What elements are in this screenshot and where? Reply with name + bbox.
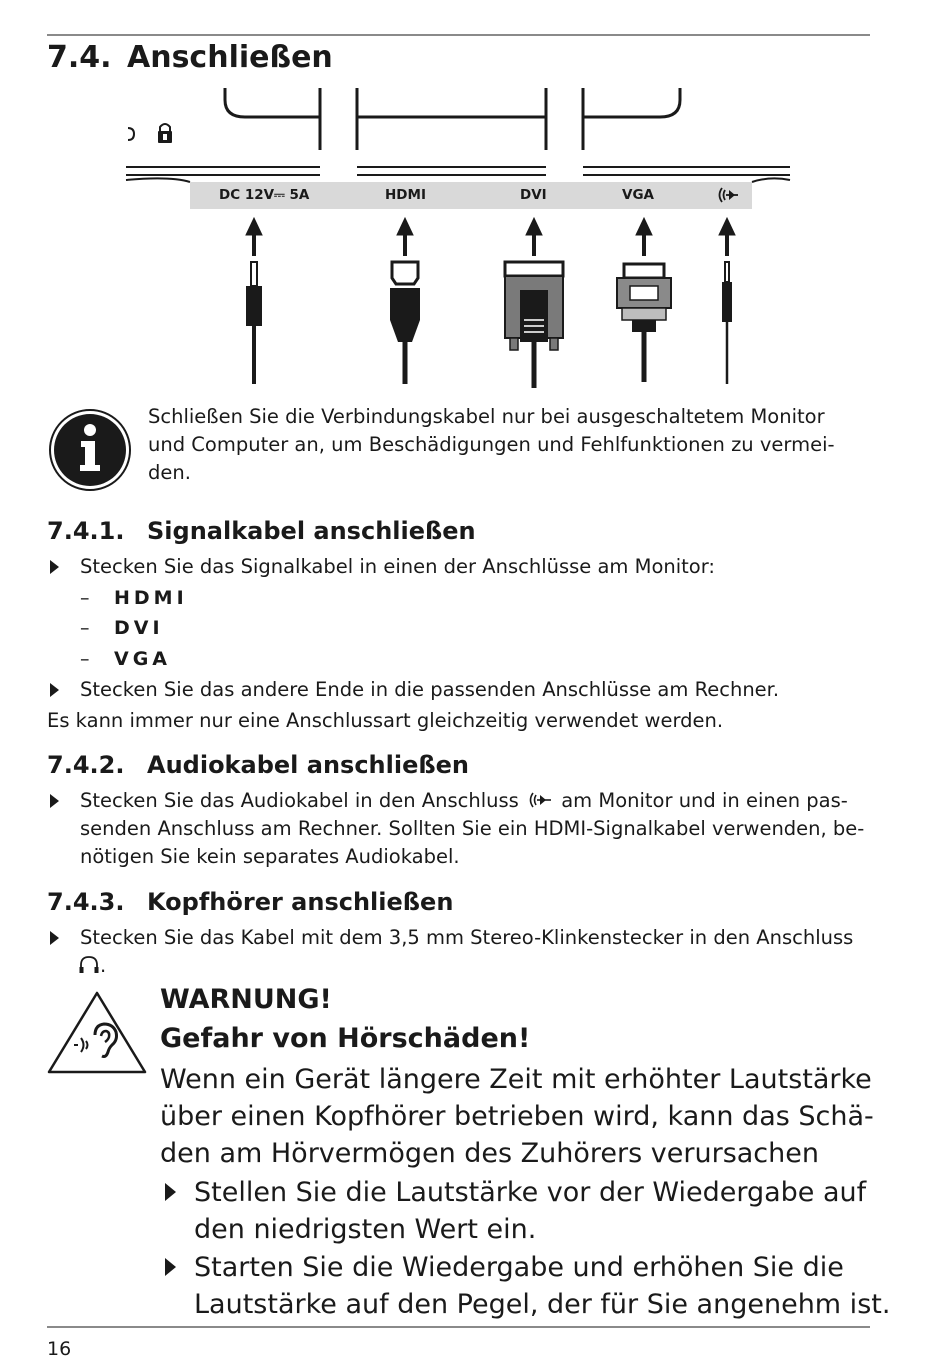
bottom-rule — [47, 1326, 870, 1328]
port-label-hdmi: HDMI — [385, 187, 426, 203]
warning-text-line: über einen Kopfhörer betrieben wird, kann das Schä- — [160, 1101, 874, 1132]
arrow-hdmi — [397, 218, 413, 256]
arrow-dvi — [526, 218, 542, 256]
info-line-1: Schließen Sie die Verbindungskabel nur bei ausgeschaltetem Monitor — [148, 405, 825, 428]
dvi-plug-icon — [505, 262, 563, 388]
subsection-number: 7.4.3. — [47, 888, 125, 916]
headphone-icon — [78, 955, 100, 975]
port-label-vga: VGA — [622, 187, 654, 203]
power-plug-icon — [246, 262, 262, 384]
subsection-title: Kopfhörer anschließen — [147, 888, 454, 916]
bullet-text: Stecken Sie das Kabel mit dem 3,5 mm Stereo-Klinkenstecker in den Anschluss — [80, 926, 854, 949]
bullet-text: Stecken Sie das Signalkabel in einen der Anschlüsse am Monitor: — [80, 555, 715, 578]
subsection-heading-741 — [47, 517, 476, 545]
arrows — [246, 218, 735, 256]
subsection-heading-743 — [47, 888, 453, 916]
monitor-outline — [126, 88, 790, 182]
vga-plug-icon — [617, 264, 671, 382]
bullet-arrow-icon — [50, 794, 59, 808]
bullet-text-part: Stecken Sie das Audiokabel in den Anschluss — [80, 789, 519, 812]
bullet-text: Stecken Sie das andere Ende in die passenden Anschlüsse am Rechner. — [80, 678, 780, 701]
bullet-arrow-icon — [50, 931, 59, 945]
audio-jack-icon — [722, 262, 732, 384]
list-item-label: VGA — [114, 648, 172, 670]
port-label-dvi: DVI — [520, 187, 547, 203]
section-number: 7.4. — [47, 40, 112, 75]
subsection-title: Audiokabel anschließen — [147, 751, 469, 779]
warning-bullet-line: Starten Sie die Wiedergabe und erhöhen Sie die — [194, 1252, 844, 1283]
bullet-text — [78, 952, 106, 980]
list-item-label: DVI — [114, 617, 164, 639]
bullet-text: nötigen Sie kein separates Audiokabel. — [80, 845, 460, 868]
subsection-heading-742 — [47, 751, 469, 779]
bullet-text-part: am Monitor und in einen pas- — [561, 789, 848, 812]
list-item — [80, 645, 171, 673]
bullet-arrow-icon — [50, 560, 59, 574]
bullet-text-part: . — [100, 954, 107, 977]
dash: – — [80, 648, 90, 670]
warning-bullet-line: Stellen Sie die Lautstärke vor der Wiedergabe auf — [194, 1177, 867, 1208]
note-text: Es kann immer nur eine Anschlussart gleichzeitig verwendet werden. — [47, 709, 724, 732]
page-number: 16 — [47, 1338, 72, 1360]
warning-title: WARNUNG! — [160, 984, 332, 1015]
warning-bullet-line: Lautstärke auf den Pegel, der für Sie angenehm ist. — [194, 1289, 891, 1320]
subsection-number: 7.4.2. — [47, 751, 125, 779]
bullet-arrow-icon — [165, 1258, 176, 1276]
list-item-label: HDMI — [114, 587, 188, 609]
bullet-arrow-icon — [50, 683, 59, 697]
section-title: Anschließen — [127, 40, 333, 75]
warning-bullet-line: den niedrigsten Wert ein. — [194, 1214, 537, 1245]
arrow-power — [246, 218, 262, 256]
list-item — [80, 614, 164, 642]
hearing-warning-icon — [46, 990, 148, 1076]
info-line-2: und Computer an, um Beschädigungen und Fehlfunktionen zu vermei- — [148, 433, 835, 456]
list-item — [80, 584, 188, 612]
subsection-title: Signalkabel anschließen — [147, 517, 476, 545]
hdmi-plug-icon — [390, 262, 420, 384]
info-line-3: den. — [148, 461, 191, 484]
info-icon — [48, 408, 132, 492]
arrow-audio — [719, 218, 735, 256]
dash: – — [80, 587, 90, 609]
port-label-power: DC 12V⎓ 5A — [219, 187, 310, 203]
warning-text-line: Wenn ein Gerät längere Zeit mit erhöhter Lautstärke — [160, 1064, 872, 1095]
dash: – — [80, 617, 90, 639]
bullet-arrow-icon — [165, 1183, 176, 1201]
subsection-number: 7.4.1. — [47, 517, 125, 545]
audio-in-icon — [716, 186, 740, 204]
lock-icon — [158, 124, 172, 143]
bullet-text — [80, 787, 848, 815]
warning-subtitle: Gefahr von Hörschäden! — [160, 1023, 531, 1054]
audio-in-icon — [525, 791, 555, 809]
arrow-vga — [636, 218, 652, 256]
warning-text-line: den am Hörvermögen des Zuhörers verursachen — [160, 1138, 819, 1169]
bullet-text: senden Anschluss am Rechner. Sollten Sie ein HDMI-Signalkabel verwenden, be- — [80, 817, 865, 840]
